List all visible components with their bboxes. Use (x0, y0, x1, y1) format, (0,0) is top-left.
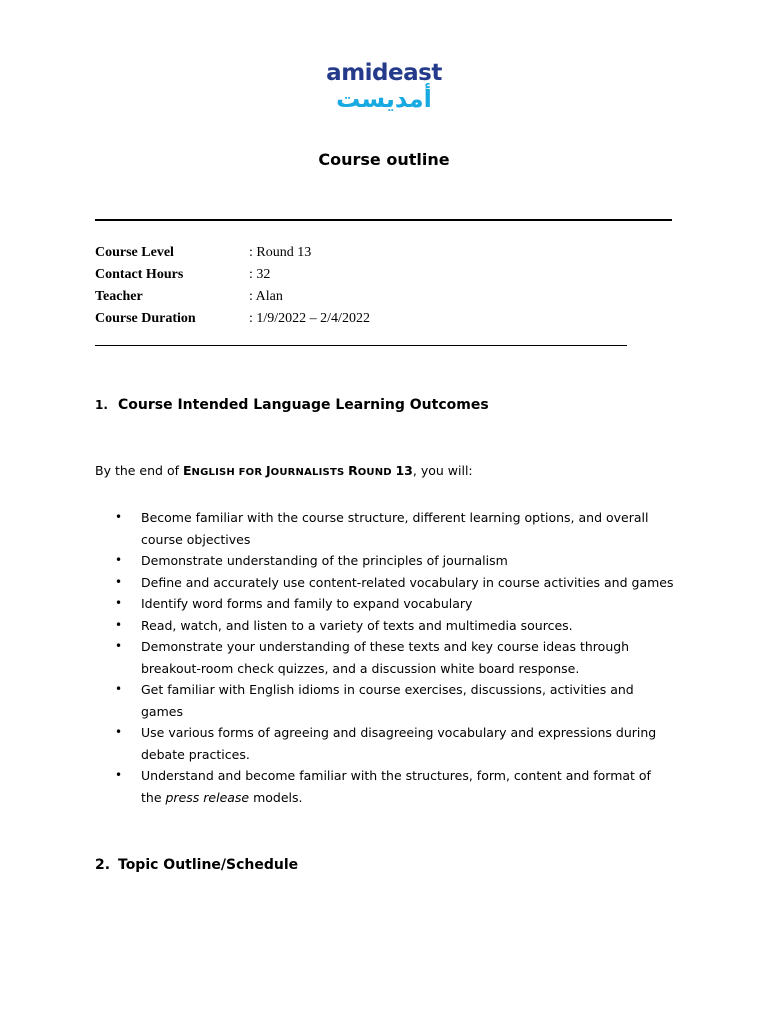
course-name-part: E (182, 463, 192, 478)
list-item (115, 722, 675, 765)
section-2-heading (95, 857, 298, 873)
list-item (115, 593, 675, 615)
course-name-part: OUND (357, 467, 396, 478)
course-name-part: NGLISH FOR (191, 467, 266, 478)
outcome-text-italic: press release (165, 789, 250, 805)
logo-arabic-text: أمديست (336, 85, 432, 113)
document-title: Course outline (318, 150, 450, 169)
outcome-text: Read, watch, and listen to a variety of texts and multimedia sources. (141, 617, 573, 633)
bullet-icon: • (115, 725, 123, 739)
list-item (115, 550, 675, 572)
course-name-part: R (348, 463, 358, 478)
course-name-part: J (265, 463, 271, 478)
course-info-value: : Round 13 (249, 245, 312, 260)
bullet-icon: • (115, 553, 123, 567)
intro-before: By the end of (95, 463, 183, 478)
bullet-icon: • (115, 510, 123, 524)
list-item (115, 615, 675, 637)
bullet-icon: • (115, 574, 123, 589)
course-name-part: 13 (395, 463, 413, 478)
outcome-text: Become familiar with the course structure, different learning options, and overall course objectives (141, 510, 649, 547)
bullet-icon: • (115, 682, 123, 696)
course-info-value: : 32 (249, 267, 271, 282)
course-info-label: Course Duration (95, 311, 196, 326)
info-divider (95, 345, 627, 346)
list-item (115, 636, 675, 679)
outcome-text: Define and accurately use content-related vocabulary in course activities and games (141, 574, 674, 590)
bullet-icon: • (115, 639, 123, 653)
list-item (115, 572, 675, 594)
course-info-label: Course Level (95, 245, 174, 260)
course-info-label: Teacher (95, 289, 143, 304)
section-1-title: Course Intended Language Learning Outcomes (118, 397, 489, 413)
amideast-logo (318, 60, 450, 112)
outcome-text: Demonstrate your understanding of these texts and key course ideas through breakout-room check quizzes, and a discussion white board response. (141, 639, 630, 676)
title-divider (95, 219, 672, 221)
outcomes-list (115, 507, 675, 808)
section-1-number: 1. (95, 398, 108, 412)
list-item (115, 679, 675, 722)
logo-english-text: amideast (326, 60, 442, 86)
outcome-text: Get familiar with English idioms in course exercises, discussions, activities and games (141, 682, 634, 719)
bullet-icon: • (115, 596, 123, 610)
outcome-text: Demonstrate understanding of the principles of journalism (141, 553, 508, 568)
section-1-heading (95, 397, 489, 413)
outcome-text-after: models. (249, 789, 303, 805)
bullet-icon: • (115, 617, 123, 632)
list-item (115, 765, 675, 808)
intro-after: , you will: (412, 463, 473, 478)
bullet-icon: • (115, 768, 123, 782)
list-item (115, 507, 675, 550)
course-name-part: OURNALISTS (270, 467, 349, 478)
intro-course-name (183, 463, 413, 478)
course-info-label: Contact Hours (95, 267, 184, 282)
course-info-value: : 1/9/2022 – 2/4/2022 (249, 311, 370, 326)
section-2-title: Topic Outline/Schedule (118, 857, 299, 873)
outcome-text: Identify word forms and family to expand vocabulary (141, 596, 473, 611)
outcomes-intro (95, 463, 473, 478)
outcome-text: Use various forms of agreeing and disagreeing vocabulary and expressions during debate practices. (141, 725, 657, 762)
section-2-number: 2. (95, 857, 111, 873)
course-info-value: : Alan (249, 289, 283, 304)
outcome-text-before: Understand and become familiar with the structures, form, content and format of the (141, 768, 651, 805)
